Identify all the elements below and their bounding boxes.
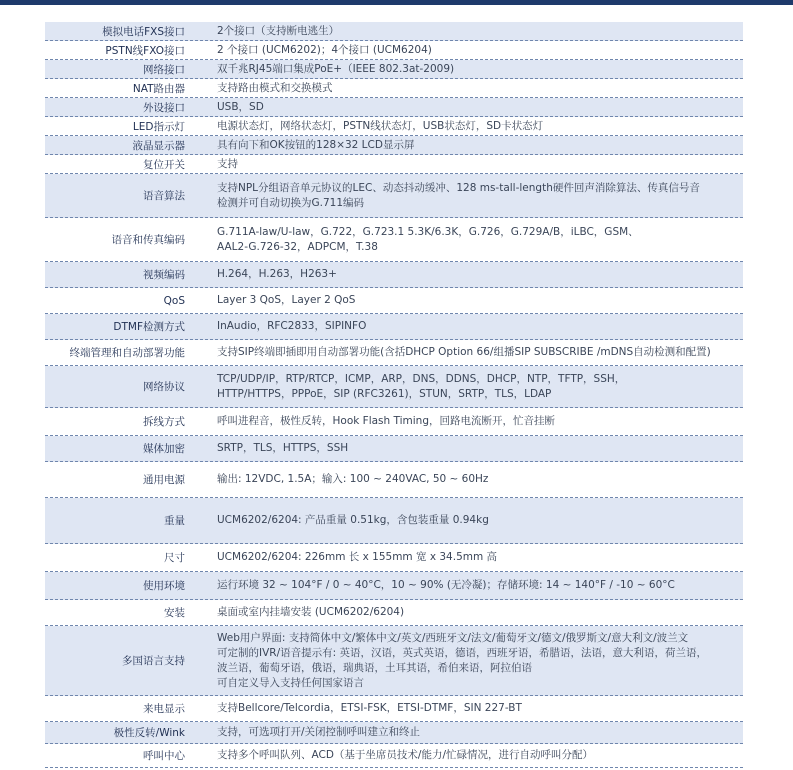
spec-value: H.264，H.263，H263+	[217, 268, 337, 280]
spec-label: 语音算法	[143, 190, 185, 202]
spec-label: 通用电源	[143, 474, 185, 486]
spec-value: G.711A-law/U-law，G.722，G.723.1 5.3K/6.3K，G.726，G.729A/B，iLBC，GSM、 AAL2-G.726-32，ADPCM，T.38	[217, 225, 639, 253]
spec-value: Web用户界面: 支持简体中文/繁体中文/英文/西班牙文/法文/葡萄牙文/德文/俄罗斯文/意大利文/波兰文 可定制的IVR/语音提示有: 英语，汉语，英式英语，德语，西班牙语，希腊语，法语，意大利语，荷兰语， 波兰语，葡萄牙语，俄语，瑞典语，土耳其语，希伯来语，阿拉伯语 可自定义导入支持任何国家语言	[217, 631, 707, 689]
spec-label: PSTN线FXO接口	[105, 44, 185, 57]
spec-label: QoS	[163, 294, 185, 307]
header-bar	[0, 0, 793, 5]
spec-value: 支持SIP终端即插即用自动部署功能(含括DHCP Option 66/组播SIP SUBSCRIBE /mDNS自动检测和配置)	[217, 346, 711, 358]
spec-label: NAT路由器	[132, 82, 185, 95]
spec-row-dimensions	[45, 544, 743, 572]
spec-row-led	[45, 117, 743, 136]
spec-value: 支持路由模式和交换模式	[217, 81, 333, 94]
spec-table	[45, 22, 743, 768]
spec-row-reset	[45, 155, 743, 174]
spec-label: 媒体加密	[143, 443, 185, 455]
spec-value: 2个接口（支持断电逃生）	[217, 24, 340, 37]
spec-row-peripheral	[45, 98, 743, 117]
spec-value: 支持NPL分组语音单元协议的LEC、动态抖动缓冲、128 ms-tall-length硬件回声消除算法、传真信号音 检测并可自动切换为G.711编码	[217, 181, 700, 209]
spec-row-disconnect	[45, 408, 743, 436]
spec-value: 呼叫进程音，极性反转，Hook Flash Timing，回路电流断开，忙音挂断	[217, 415, 555, 427]
spec-label: 语音和传真编码	[111, 234, 185, 246]
spec-value: 支持	[217, 157, 238, 170]
spec-row-fxs	[45, 22, 743, 41]
spec-row-lcd	[45, 136, 743, 155]
spec-label: 使用环境	[143, 580, 185, 592]
spec-value: 2 个接口 (UCM6202)；4个接口 (UCM6204)	[217, 43, 432, 56]
spec-row-polarity	[45, 722, 743, 744]
spec-row-weight	[45, 498, 743, 544]
spec-label: 外设接口	[143, 101, 185, 114]
spec-label: 重量	[164, 515, 185, 527]
spec-row-dtmf	[45, 314, 743, 340]
spec-value: InAudio，RFC2833，SIPINFO	[217, 320, 367, 332]
spec-label: 尺寸	[164, 552, 185, 564]
spec-label: 视频编码	[143, 269, 185, 281]
spec-row-nat	[45, 79, 743, 98]
spec-value: UCM6202/6204: 产品重量 0.51kg，含包装重量 0.94kg	[217, 514, 489, 526]
spec-row-caller-id	[45, 696, 743, 722]
spec-value: SRTP，TLS，HTTPS，SSH	[217, 442, 349, 454]
spec-row-installation	[45, 600, 743, 626]
spec-label: 来电显示	[143, 703, 185, 715]
spec-row-voice-algorithm	[45, 174, 743, 218]
spec-row-network-interface	[45, 60, 743, 79]
spec-row-qos	[45, 288, 743, 314]
spec-value: 支持，可选项打开/关闭控制呼叫建立和终止	[217, 726, 421, 738]
spec-label: 复位开关	[143, 158, 185, 171]
spec-row-power	[45, 462, 743, 498]
spec-label: 网络协议	[143, 381, 185, 393]
spec-value: Layer 3 QoS，Layer 2 QoS	[217, 294, 356, 306]
spec-label: 模拟电话FXS接口	[102, 25, 185, 38]
spec-value: USB，SD	[217, 100, 264, 113]
spec-row-languages	[45, 626, 743, 696]
spec-label: DTMF检测方式	[113, 321, 185, 333]
spec-label: LED指示灯	[132, 120, 185, 133]
spec-label: 终端管理和自动部署功能	[69, 347, 185, 359]
spec-label: 拆线方式	[143, 416, 185, 428]
spec-row-protocols	[45, 366, 743, 408]
spec-value: 输出: 12VDC, 1.5A；输入: 100 ~ 240VAC, 50 ~ 60Hz	[217, 473, 489, 485]
spec-row-provisioning	[45, 340, 743, 366]
spec-label: 呼叫中心	[143, 750, 185, 762]
spec-label: 极性反转/Wink	[113, 727, 185, 739]
spec-value: 电源状态灯，网络状态灯，PSTN线状态灯，USB状态灯，SD卡状态灯	[217, 119, 544, 132]
spec-label: 多国语言支持	[122, 655, 185, 667]
spec-value: TCP/UDP/IP，RTP/RTCP，ICMP，ARP，DNS，DDNS，DHCP，NTP，TFTP，SSH， HTTP/HTTPS，PPPoE，SIP (RFC3261)，STUN，SRTP，TLS，LDAP	[217, 372, 626, 400]
spec-row-codecs	[45, 218, 743, 262]
spec-row-fxo	[45, 41, 743, 60]
spec-row-call-center	[45, 744, 743, 768]
spec-row-environment	[45, 572, 743, 600]
spec-label: 网络接口	[143, 63, 185, 76]
spec-row-encryption	[45, 436, 743, 462]
spec-value: 双千兆RJ45端口集成PoE+（IEEE 802.3at-2009)	[217, 62, 455, 75]
spec-row-video	[45, 262, 743, 288]
spec-value: 桌面或室内挂墙安装 (UCM6202/6204)	[217, 606, 405, 618]
spec-value: UCM6202/6204: 226mm 长 x 155mm 宽 x 34.5mm 高	[217, 551, 498, 563]
spec-value: 运行环境 32 ~ 104°F / 0 ~ 40°C，10 ~ 90% (无冷凝)；存储环境: 14 ~ 140°F / -10 ~ 60°C	[217, 579, 675, 591]
spec-label: 安装	[164, 607, 185, 619]
spec-value: 具有向下和OK按钮的128×32 LCD显示屏	[217, 138, 415, 151]
spec-value: 支持Bellcore/Telcordia，ETSI-FSK，ETSI-DTMF，SIN 227-BT	[217, 702, 522, 714]
spec-label: 液晶显示器	[132, 139, 185, 152]
spec-value: 支持多个呼叫队列、ACD（基于坐席员技术/能力/忙碌情况，进行自动呼叫分配）	[217, 749, 593, 761]
